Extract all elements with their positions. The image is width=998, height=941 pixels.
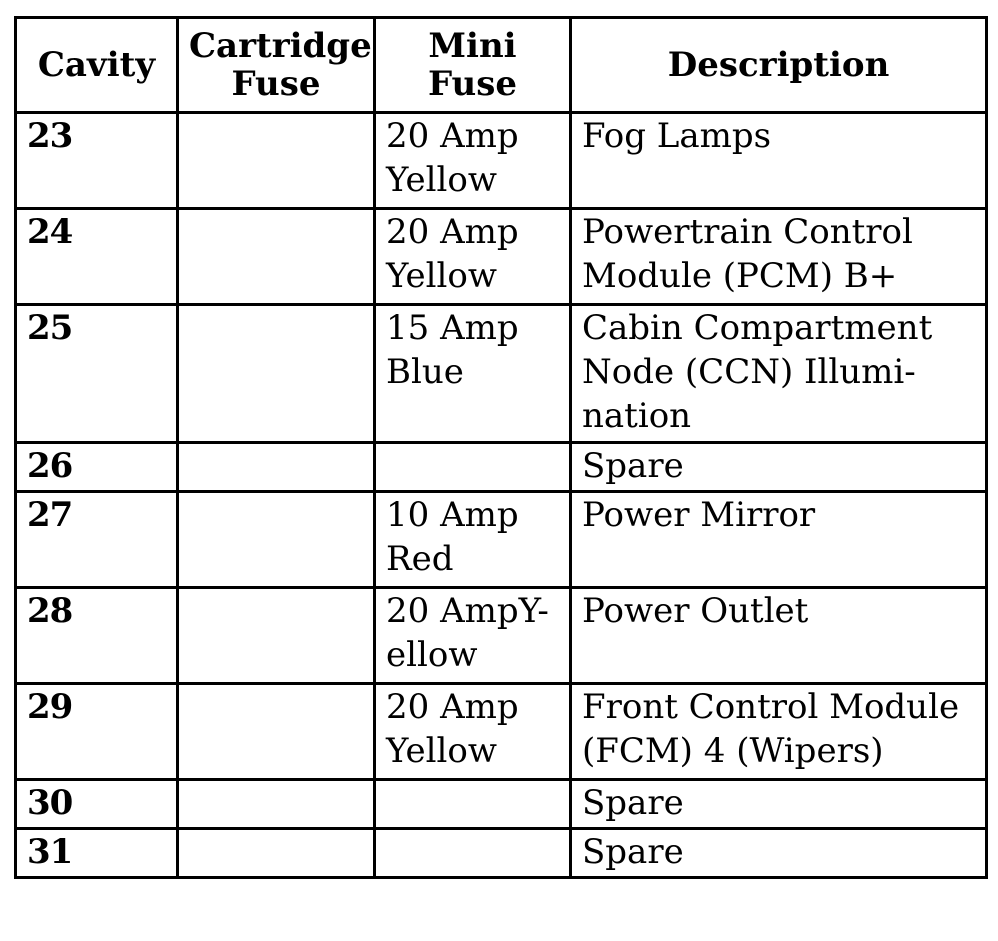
cartridge-cell [178,780,375,829]
description-cell: Cabin Compartment Node (CCN) Illumi-nation [571,305,987,443]
table-row [16,492,987,588]
table-row [16,209,987,305]
cavity-cell: 28 [16,588,178,684]
cavity-cell: 29 [16,684,178,780]
description-cell: Power Mirror [571,492,987,588]
fuse-table [14,16,988,879]
description-cell: Spare [571,780,987,829]
description-cell: Fog Lamps [571,113,987,209]
description-cell: Power Outlet [571,588,987,684]
mini-fuse-cell [375,829,571,878]
description-cell: Powertrain Control Module (PCM) B+ [571,209,987,305]
mini-fuse-cell [375,443,571,492]
table-row [16,443,987,492]
mini-fuse-cell: 10 Amp Red [375,492,571,588]
table-row [16,588,987,684]
cavity-cell: 30 [16,780,178,829]
header-cavity: Cavity [16,18,178,113]
table-row [16,780,987,829]
header-cartridge-fuse: Cartridge Fuse [178,18,375,113]
description-cell: Spare [571,443,987,492]
cavity-cell: 26 [16,443,178,492]
cartridge-cell [178,443,375,492]
cartridge-cell [178,305,375,443]
table-row [16,305,987,443]
cavity-cell: 24 [16,209,178,305]
cartridge-cell [178,684,375,780]
table-row [16,113,987,209]
mini-fuse-cell: 20 AmpY- ellow [375,588,571,684]
mini-fuse-cell: 20 Amp Yellow [375,113,571,209]
cartridge-cell [178,588,375,684]
cavity-cell: 27 [16,492,178,588]
table-row [16,829,987,878]
cavity-cell: 31 [16,829,178,878]
cartridge-cell [178,492,375,588]
description-cell: Spare [571,829,987,878]
table-row [16,684,987,780]
mini-fuse-cell: 20 Amp Yellow [375,684,571,780]
cartridge-cell [178,113,375,209]
cartridge-cell [178,829,375,878]
mini-fuse-cell: 15 Amp Blue [375,305,571,443]
mini-fuse-cell: 20 Amp Yellow [375,209,571,305]
header-mini-fuse: Mini Fuse [375,18,571,113]
table-header-row [16,18,987,113]
cavity-cell: 23 [16,113,178,209]
header-description: Description [571,18,987,113]
cartridge-cell [178,209,375,305]
mini-fuse-cell [375,780,571,829]
cavity-cell: 25 [16,305,178,443]
description-cell: Front Control Module (FCM) 4 (Wipers) [571,684,987,780]
